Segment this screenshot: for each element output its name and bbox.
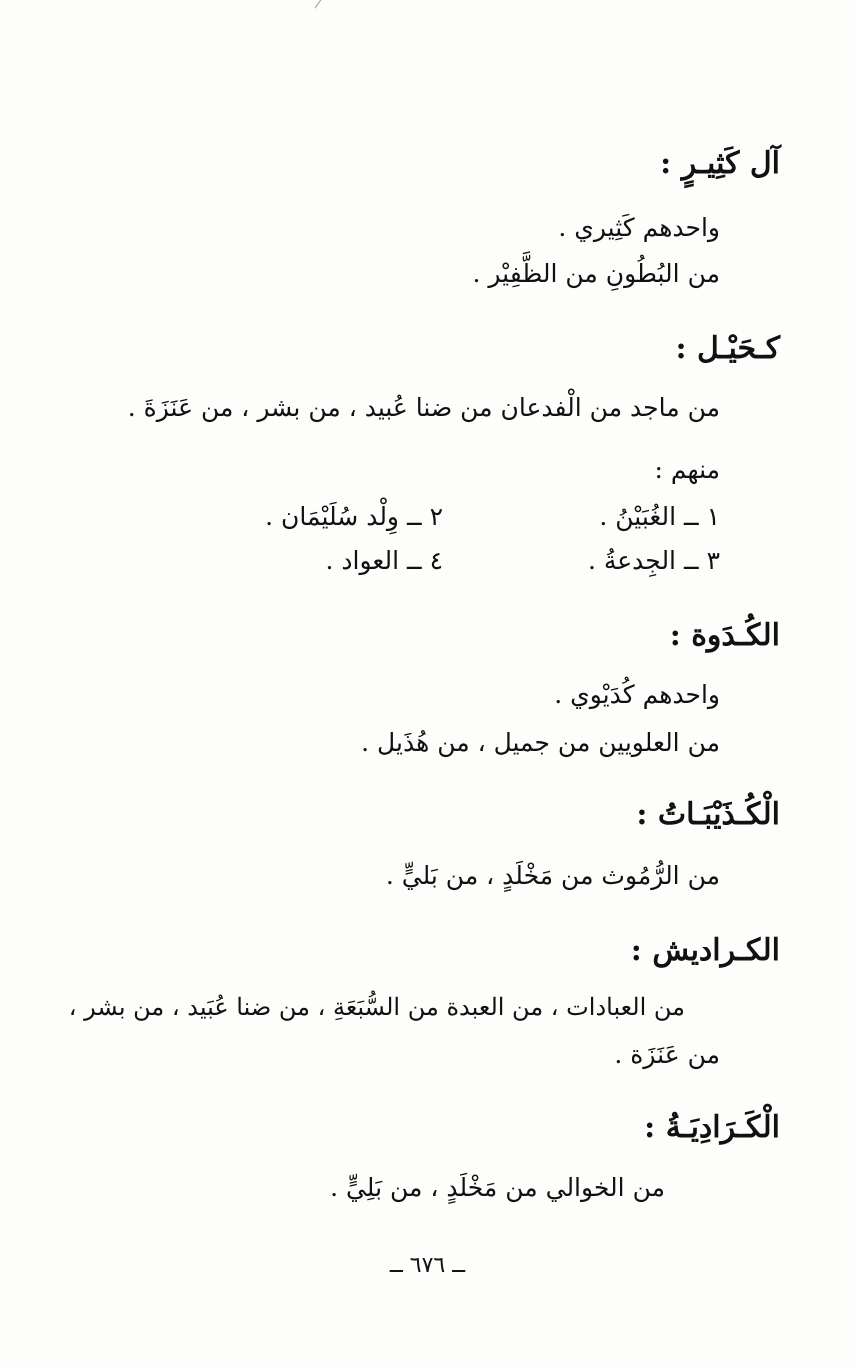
pen-mark	[315, 0, 324, 9]
entry-line: من العلويين من جميل ، من هُذَيل .	[361, 728, 720, 757]
entry-title: الكـراديش :	[630, 933, 780, 968]
entry-line: من العبادات ، من العبدة من السُّبَعَةِ ، من ضنا عُبَيد ، من بشر ،	[68, 993, 685, 1021]
entry-line: واحدهم كُدَيْوي .	[554, 680, 720, 709]
entry-line: من البُطُونِ من الظَّفِيْر .	[472, 259, 720, 288]
list-item: ٤ ــ العواد .	[325, 546, 443, 575]
entry-line: من الرُّمُوث من مَخْلَدٍ ، من بَليٍّ .	[385, 861, 720, 890]
entry-line: من عَنَزَة .	[614, 1040, 720, 1069]
entry-title: الْكُـذَيْبَـاتُ :	[636, 797, 780, 832]
entry-line: واحدهم كَثِيري .	[558, 213, 720, 242]
list-item: ١ ــ الغُبَيْنُ .	[599, 502, 720, 531]
entry-title: آل كَثِيـرٍ :	[660, 146, 780, 181]
page-number: ــ ٦٧٦ ــ	[389, 1253, 466, 1278]
entry-line: من الخوالي من مَخْلَدٍ ، من بَلِيٍّ .	[330, 1173, 665, 1202]
entry-title: الْكَـرَادِيَـةُ :	[644, 1110, 780, 1145]
list-item: ٢ ــ وِلْد سُلَيْمَان .	[265, 502, 443, 531]
entry-line: منهم :	[654, 455, 720, 484]
entry-line: من ماجد من الْفدعان من ضنا عُبيد ، من بشر ، من عَنَزَةَ .	[127, 393, 720, 422]
list-item: ٣ ــ الجِدعةُ .	[587, 546, 720, 575]
entry-title: كـحَيْـل :	[675, 331, 780, 366]
entry-title: الكُـدَوة :	[669, 618, 780, 653]
